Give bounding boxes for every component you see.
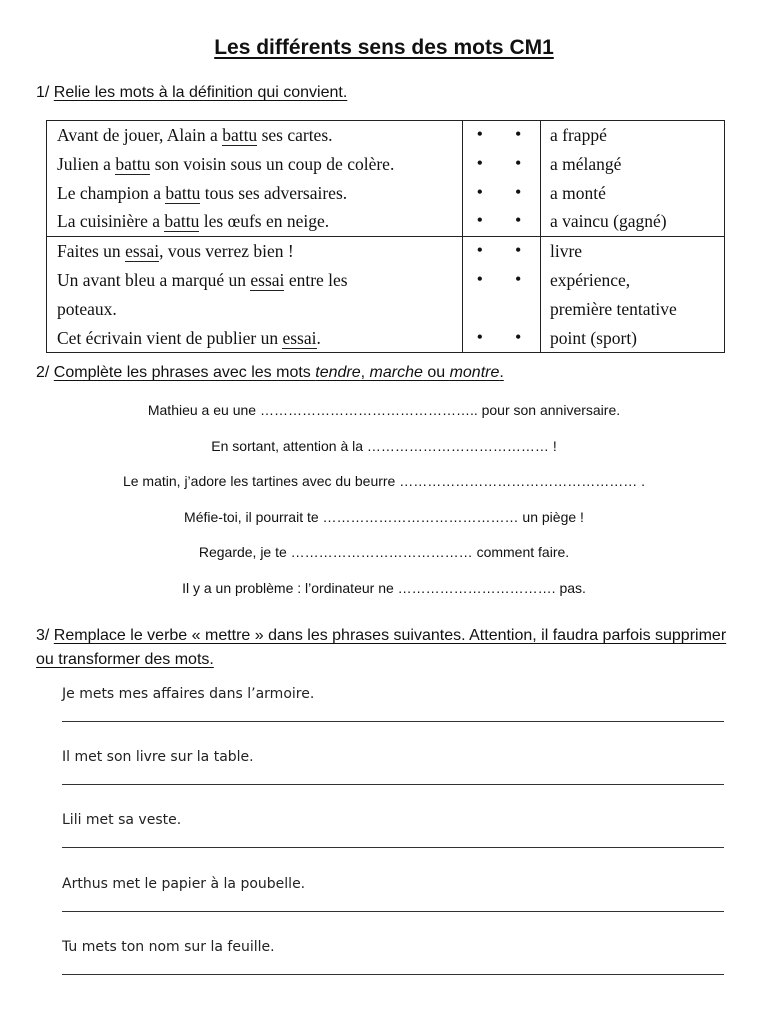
- rewrite-sentence: Tu mets ton nom sur la feuille.: [62, 938, 275, 955]
- right-dot[interactable]: •: [515, 328, 521, 346]
- dot-pair: [463, 266, 540, 295]
- fill-in-sentence[interactable]: En sortant, attention à la ………………………………… !: [211, 437, 557, 454]
- exercise-2-instruction: Complète les phrases avec les mots tendre, marche ou montre.: [53, 364, 504, 381]
- page-title: Les différents sens des mots CM1: [214, 36, 554, 59]
- target-word: battu: [115, 153, 151, 174]
- left-dot[interactable]: •: [477, 242, 483, 260]
- matching-table: [46, 120, 725, 353]
- left-dot[interactable]: •: [477, 212, 483, 230]
- fill-in-sentences: [0, 398, 768, 611]
- left-dot[interactable]: •: [477, 126, 483, 143]
- definition: point (sport): [550, 327, 638, 348]
- dots-column: [463, 121, 541, 237]
- rewrite-item: [62, 872, 724, 935]
- rewrite-sentence: Je mets mes affaires dans l’armoire.: [62, 686, 315, 702]
- rewrite-sentence: Arthus met le papier à la poubelle.: [62, 875, 306, 892]
- exercise-1-instruction: Relie les mots à la définition qui convient.: [53, 84, 348, 101]
- target-word: essai: [125, 241, 160, 262]
- exercise-1-heading: [36, 81, 347, 105]
- sentence-line: Faites un essai, vous verrez bien !: [57, 241, 294, 262]
- definitions-column: [541, 237, 725, 353]
- dot-pair: [463, 237, 540, 266]
- fill-in-sentence[interactable]: Regarde, je te ………………………………… comment faire.: [198, 544, 570, 560]
- target-word: battu: [222, 125, 258, 145]
- definition: a frappé: [550, 125, 607, 145]
- left-dot[interactable]: •: [477, 183, 483, 201]
- exercise-3-heading: [36, 624, 736, 672]
- sentence-line: Un avant bleu a marqué un essai entre les: [57, 269, 348, 290]
- answer-line[interactable]: [62, 784, 724, 785]
- rewrite-sentence: Il met son livre sur la table.: [62, 749, 254, 766]
- fill-in-sentence[interactable]: Mathieu a eu une ……………………………………….. pour son anniversaire.: [147, 402, 621, 418]
- dot-pair: [463, 150, 540, 179]
- right-dot[interactable]: •: [515, 212, 521, 230]
- dot-pair: [463, 121, 540, 150]
- sentence-line: poteaux.: [57, 298, 117, 319]
- right-dot[interactable]: •: [515, 154, 521, 172]
- answer-line[interactable]: [62, 847, 724, 848]
- exercise-2-number: 2/: [36, 364, 50, 381]
- target-word: essai: [250, 269, 285, 290]
- dots-column: [463, 237, 541, 353]
- sentences-column: [47, 237, 463, 353]
- sentence-line: Le champion a battu tous ses adversaires.: [57, 182, 348, 203]
- exercise-3-number: 3/: [36, 627, 50, 644]
- fill-in-sentence[interactable]: Le matin, j’adore les tartines avec du beurre …………………………………………… .: [122, 473, 646, 489]
- right-dot[interactable]: •: [515, 126, 521, 143]
- exercise-2-heading: [36, 361, 504, 385]
- right-dot[interactable]: •: [515, 270, 521, 288]
- right-dot[interactable]: •: [515, 183, 521, 201]
- dot-pair: [463, 179, 540, 208]
- exercise-3-instruction: Remplace le verbe « mettre » dans les phrases suivantes. Attention, il faudra parfois supprimer ou transformer des mots.: [36, 627, 727, 668]
- group-battu: [47, 121, 725, 237]
- answer-line[interactable]: [62, 911, 724, 912]
- definition: expérience,: [550, 269, 631, 290]
- fill-in-sentence[interactable]: Il y a un problème : l’ordinateur ne ……………………………. pas.: [182, 579, 586, 596]
- dot-pair: [463, 207, 540, 236]
- sentence-line: La cuisinière a battu les œufs en neige.: [57, 211, 330, 232]
- definitions-column: [541, 121, 725, 237]
- exercise-1-number: 1/: [36, 84, 50, 101]
- fill-in-sentence[interactable]: Méfie-toi, il pourrait te …………………………………… un piège !: [184, 508, 584, 525]
- sentence-line: Julien a battu son voisin sous un coup de colère.: [57, 153, 395, 174]
- target-word: essai: [282, 327, 317, 348]
- rewrite-sentence: Lili met sa veste.: [62, 812, 182, 829]
- definition: a mélangé: [550, 153, 622, 174]
- target-word: battu: [165, 182, 201, 203]
- left-dot[interactable]: •: [477, 270, 483, 288]
- left-dot[interactable]: •: [477, 154, 483, 172]
- sentences-column: [47, 121, 463, 237]
- sentence-line: Avant de jouer, Alain a battu ses cartes.: [57, 125, 333, 145]
- definition: première tentative: [550, 298, 677, 319]
- definition: a monté: [550, 182, 606, 203]
- group-essai: [47, 237, 725, 353]
- rewrite-item: [62, 745, 724, 808]
- right-dot[interactable]: •: [515, 242, 521, 260]
- target-word: battu: [164, 211, 200, 232]
- definition: a vaincu (gagné): [550, 211, 667, 232]
- rewrite-item: [62, 808, 724, 871]
- sentence-line: Cet écrivain vient de publier un essai.: [57, 327, 321, 348]
- definition: livre: [550, 241, 583, 262]
- answer-line[interactable]: [62, 721, 724, 722]
- rewrite-item: [62, 935, 724, 998]
- rewrite-item: [62, 682, 724, 745]
- rewrite-list: [62, 682, 724, 998]
- dot-pair: [463, 324, 540, 353]
- left-dot[interactable]: •: [477, 328, 483, 346]
- answer-line[interactable]: [62, 974, 724, 975]
